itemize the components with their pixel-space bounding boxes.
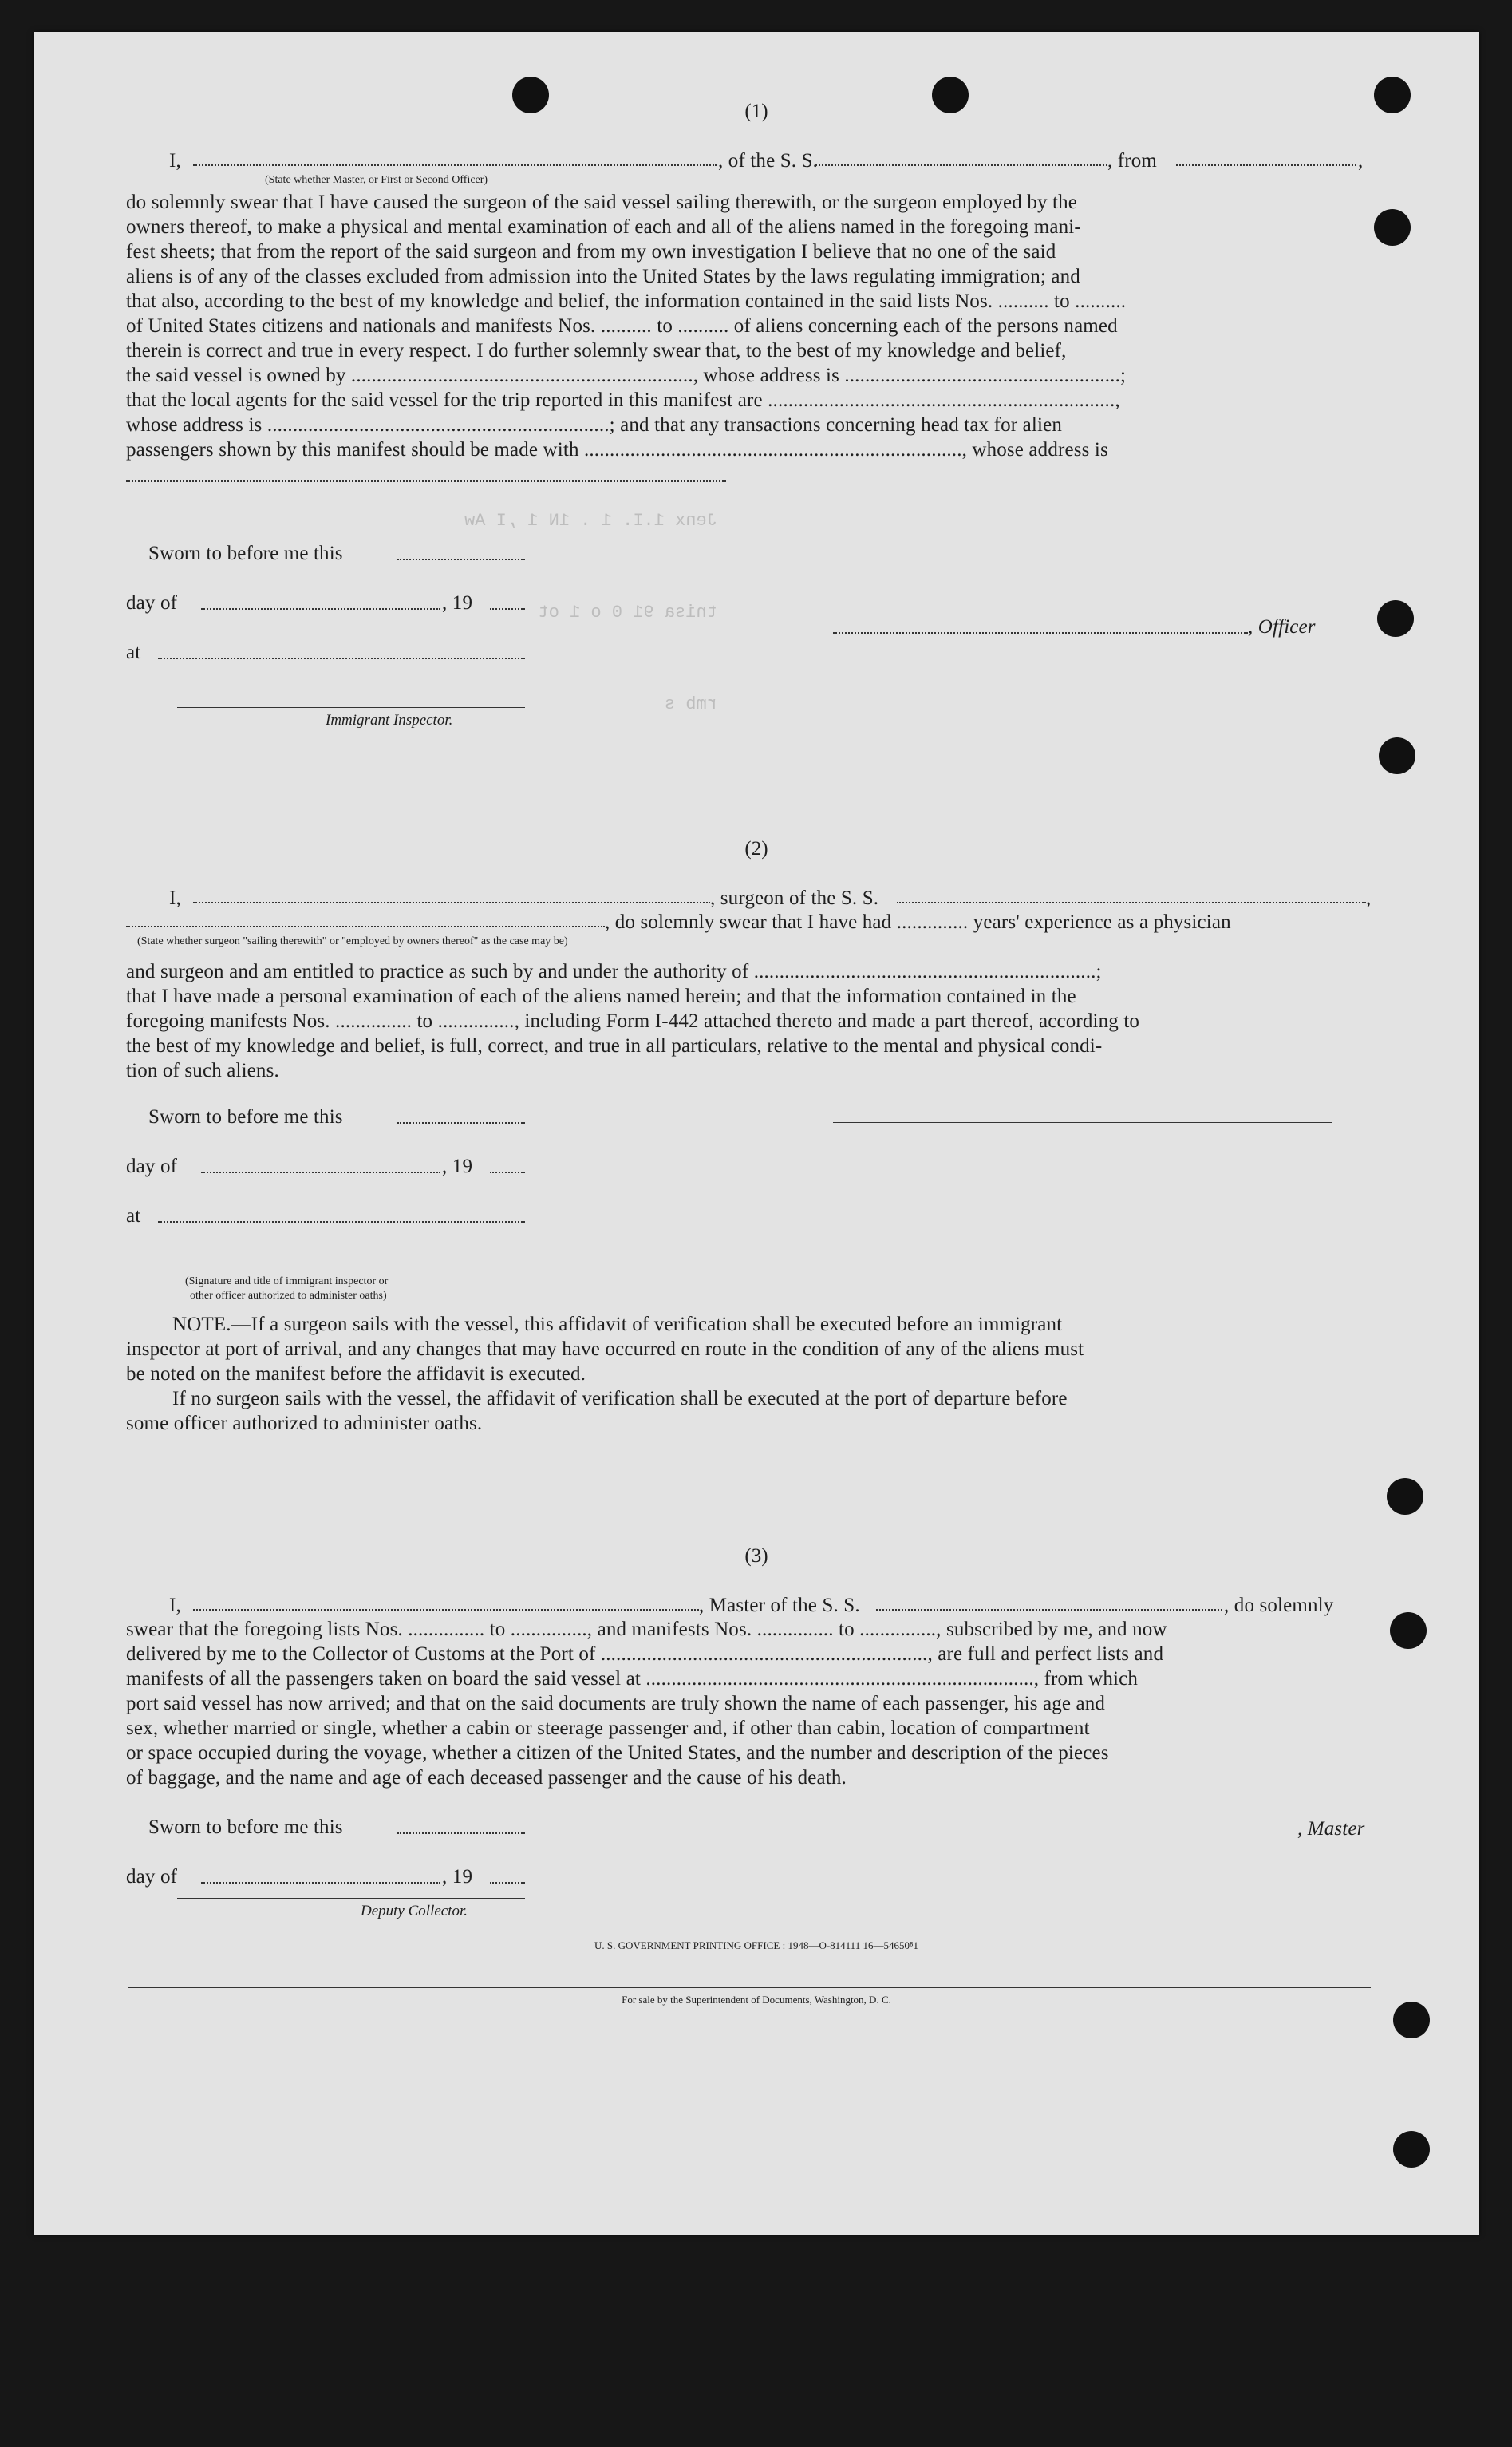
year-field[interactable]	[490, 1882, 525, 1884]
surgeon-prefix: I,	[169, 887, 181, 909]
surgeon-of-ss-label: , surgeon of the S. S.	[710, 887, 879, 909]
body-line: and surgeon and am entitled to practice as such by and under the authority of ...................................................................;	[126, 961, 1102, 982]
officer-title-field[interactable]	[833, 632, 1248, 634]
of-ss-label: , of the S. S.	[718, 150, 819, 172]
day-of-label: day of	[126, 1156, 178, 1177]
body-line: of baggage, and the name and age of each deceased passenger and the cause of his death.	[126, 1767, 847, 1789]
sale-notice: For sale by the Superintendent of Documents, Washington, D. C.	[622, 1994, 891, 2006]
master-of-ss-label: , Master of the S. S.	[699, 1595, 860, 1616]
body-line: passengers shown by this manifest should be made with .........................................................................., whose address is	[126, 439, 1108, 461]
affiant-prefix: I,	[169, 150, 181, 172]
signature-caption: (Signature and title of immigrant inspector or	[185, 1275, 389, 1287]
body-line: swear that the foregoing lists Nos. ............... to ..............., and manifests Nos. ............... to ..............., subscribed by me, and now	[126, 1619, 1167, 1640]
master-vessel-field[interactable]	[876, 1609, 1222, 1611]
at-label: at	[126, 642, 141, 663]
punch-hole	[1393, 2131, 1430, 2168]
month-field[interactable]	[201, 1882, 440, 1884]
inspector-signature-line[interactable]	[177, 707, 525, 708]
body-line: therein is correct and true in every respect. I do further solemnly swear that, to the best of my knowledge and belief,	[126, 340, 1067, 362]
punch-hole	[1374, 209, 1411, 246]
section-2-body	[126, 959, 1371, 1083]
punch-hole	[1387, 1478, 1423, 1515]
section-2-heading: (2)	[744, 838, 768, 860]
note-block	[126, 1312, 1371, 1436]
at-label: at	[126, 1205, 141, 1227]
body-line: the said vessel is owned by ..................................................................., whose address is ......................................................;	[126, 365, 1127, 386]
year-label: , 19	[442, 1866, 473, 1888]
sworn-label: Sworn to before me this	[148, 543, 343, 564]
sworn-label: Sworn to before me this	[148, 1106, 343, 1128]
bleed-through: Jenx 1.I. 1 . 1N 1 ,I Aw tnisa 91 0 o 1 ot rmb s	[464, 511, 717, 714]
master-name-field[interactable]	[193, 1609, 699, 1611]
collector-signature-line[interactable]	[177, 1898, 525, 1899]
inspector-label: Immigrant Inspector.	[326, 712, 453, 729]
note-line: some officer authorized to administer oaths.	[126, 1413, 483, 1434]
year-field[interactable]	[490, 1172, 525, 1173]
place-field[interactable]	[158, 1221, 525, 1223]
body-line: owners thereof, to make a physical and mental examination of each and all of the aliens named in the foregoing mani-	[126, 216, 1081, 238]
comma: ,	[1366, 887, 1372, 909]
head-tax-address-field[interactable]	[126, 480, 726, 482]
year-label: , 19	[442, 592, 473, 614]
body-line: tion of such aliens.	[126, 1060, 279, 1081]
officer-label: , Officer	[1248, 616, 1316, 638]
body-line: port said vessel has now arrived; and that on the said documents are truly shown the name of each passenger, his age and	[126, 1693, 1106, 1714]
vessel-name-field[interactable]	[815, 164, 1107, 166]
comma: ,	[1358, 150, 1364, 172]
day-of-label: day of	[126, 1866, 178, 1888]
body-line: or space occupied during the voyage, whether a citizen of the United States, and the number and description of the pieces	[126, 1742, 1109, 1764]
month-field[interactable]	[201, 1172, 440, 1173]
body-line: sex, whether married or single, whether a cabin or steerage passenger and, if other than cabin, location of compartment	[126, 1718, 1090, 1739]
signature-caption: other officer authorized to administer oaths)	[190, 1290, 387, 1302]
affiant-title-field[interactable]	[193, 164, 717, 166]
body-line: manifests of all the passengers taken on board the said vessel at ............................................................................, from which	[126, 1668, 1139, 1690]
body-line: fest sheets; that from the report of the said surgeon and from my own investigation I believe that no one of the said	[126, 241, 1056, 263]
punch-hole	[1390, 1612, 1427, 1649]
sworn-date-field[interactable]	[397, 559, 525, 560]
surgeon-status-field[interactable]	[126, 926, 605, 927]
body-line: that also, according to the best of my knowledge and belief, the information contained in the said lists Nos. .......... to ..........	[126, 291, 1127, 312]
section-1-heading: (1)	[744, 101, 768, 122]
do-solemnly-label: , do solemnly	[1224, 1595, 1334, 1616]
body-line: delivered by me to the Collector of Customs at the Port of ................................................................, are full and perfect lists and	[126, 1643, 1164, 1665]
punch-hole	[1377, 600, 1414, 637]
collector-label: Deputy Collector.	[361, 1903, 468, 1919]
body-line: the best of my knowledge and belief, is full, correct, and true in all particulars, relative to the mental and physical condi-	[126, 1035, 1103, 1057]
year-field[interactable]	[490, 608, 525, 610]
sworn-date-field[interactable]	[397, 1122, 525, 1124]
surgeon-caption: (State whether surgeon "sailing therewith" or "employed by owners thereof" as the case may be)	[137, 935, 568, 947]
note-line: NOTE.—If a surgeon sails with the vessel, this affidavit of verification shall be executed before an immigrant	[172, 1314, 1063, 1335]
body-line: whose address is ...................................................................; and that any transactions concerning head tax for alien	[126, 414, 1062, 436]
affiant-caption: (State whether Master, or First or Second Officer)	[265, 174, 488, 186]
section-3-body	[126, 1617, 1371, 1790]
sworn-label: Sworn to before me this	[148, 1816, 343, 1838]
body-line: aliens is of any of the classes excluded from admission into the United States by the laws regulating immigration; and	[126, 266, 1080, 287]
footer-rule	[128, 1987, 1371, 1988]
printing-office-imprint: U. S. GOVERNMENT PRINTING OFFICE : 1948—O-814111 16—54650⁸1	[594, 1939, 918, 1951]
form-page	[34, 32, 1479, 2235]
punch-hole	[1379, 737, 1415, 774]
section-3-heading: (3)	[744, 1545, 768, 1567]
place-field[interactable]	[158, 658, 525, 659]
note-line: inspector at port of arrival, and any changes that may have occurred en route in the condition of any of the aliens must	[126, 1338, 1084, 1360]
master-label: , Master	[1297, 1818, 1365, 1840]
sworn-date-field[interactable]	[397, 1832, 525, 1834]
body-line: that I have made a personal examination of each of the aliens named herein; and that the information contained in the	[126, 986, 1076, 1007]
body-line: of United States citizens and nationals and manifests Nos. .......... to .......... of aliens concerning each of the persons named	[126, 315, 1118, 337]
section-1-body	[126, 190, 1371, 462]
surgeon-name-field[interactable]	[193, 902, 710, 903]
surgeon-signature-line[interactable]	[833, 1122, 1332, 1123]
note-line: If no surgeon sails with the vessel, the affidavit of verification shall be executed at the port of departure before	[172, 1388, 1068, 1409]
punch-hole	[1393, 2002, 1430, 2038]
body-line: do solemnly swear that I have caused the surgeon of the said vessel sailing therewith, or the surgeon employed by the	[126, 192, 1078, 213]
month-field[interactable]	[201, 608, 440, 610]
from-port-field[interactable]	[1176, 164, 1356, 166]
master-prefix: I,	[169, 1595, 181, 1616]
body-line: foregoing manifests Nos. ............... to ..............., including Form I-442 attached thereto and made a part thereof, according to	[126, 1010, 1140, 1032]
surgeon-oath-line: , do solemnly swear that I have had .............. years' experience as a physician	[605, 911, 1231, 933]
from-label: , from	[1107, 150, 1157, 172]
body-line: that the local agents for the said vessel for the trip reported in this manifest are ....................................................................,	[126, 389, 1120, 411]
note-line: be noted on the manifest before the affidavit is executed.	[126, 1363, 586, 1385]
day-of-label: day of	[126, 592, 178, 614]
year-label: , 19	[442, 1156, 473, 1177]
surgeon-vessel-field[interactable]	[897, 902, 1366, 903]
